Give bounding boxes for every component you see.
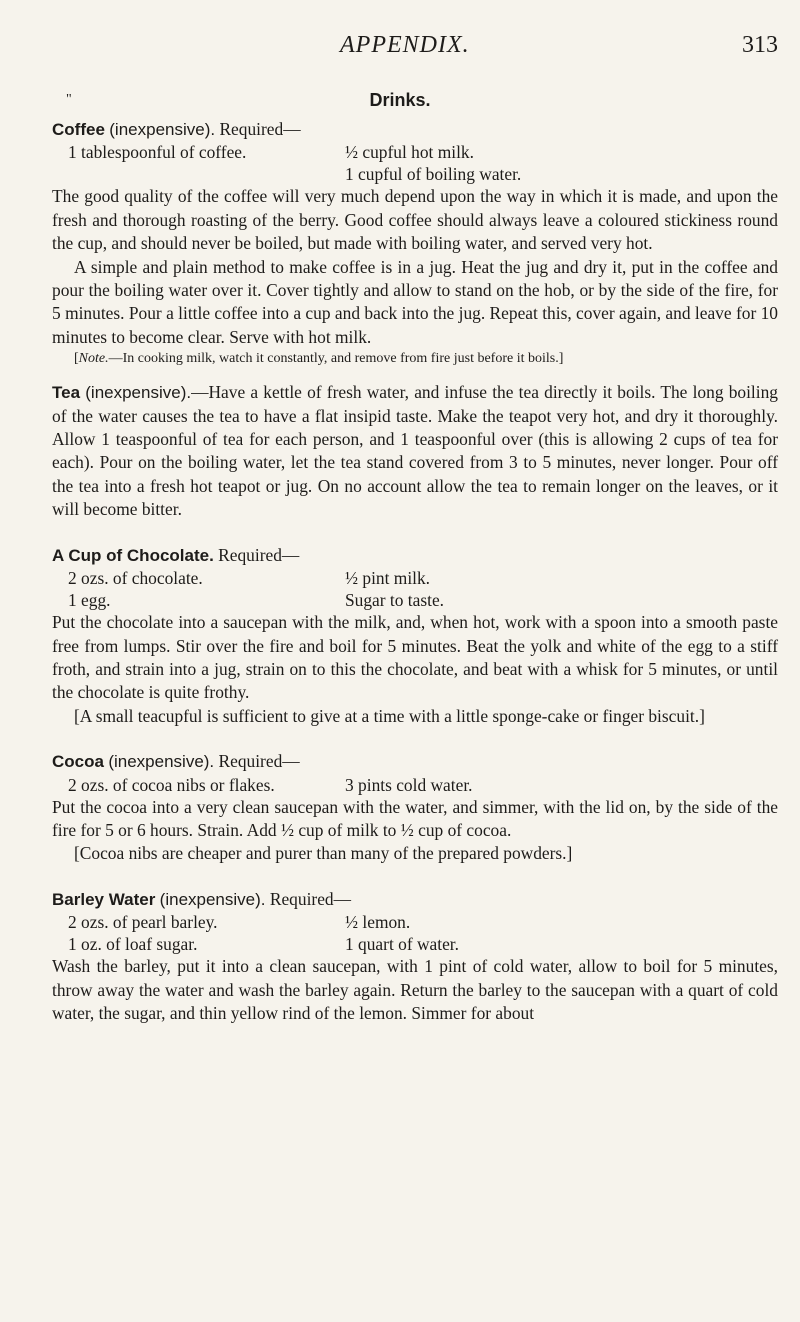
ingredient-list <box>68 911 778 955</box>
page-content <box>52 118 778 1025</box>
ingredient-item: 1 cupful of boiling water. <box>345 164 522 185</box>
recipe-qualifier: (inexpensive). <box>159 889 266 909</box>
recipe-paragraph: Wash the barley, put it into a clean saucepan, with 1 pint of cold water, allow to boil for 5 minutes, throw away the water and wash the barley again. Return the barley to the saucepan with a quart of cold water, the sugar, and thin yellow rind of the lemon. Simmer for about <box>52 956 778 1023</box>
recipe-name: Barley Water <box>52 889 156 909</box>
ingredient-list <box>68 567 778 611</box>
ingredient-item: ½ cupful hot milk. <box>345 142 474 163</box>
ingredient-item: 1 quart of water. <box>345 934 459 955</box>
recipe-coffee <box>52 118 778 369</box>
recipe-qualifier: (inexpensive). <box>108 752 215 772</box>
recipe-text: —Have a kettle of fresh water, and infuse the tea directly it boils. The long boiling of the water causes the tea to have a flat insipid taste. Make the teapot very hot, and dry it thoroughly. Allow 1 teaspoonful of tea for each person, and 1 teaspoonful over (this is allowing 2 cups of tea for each). Pour on the boiling water, let the tea stand covered from 3 to 5 minutes, never longer. Pour off the tea into a fresh hot teapot or jug. On no account allow the tea to remain longer on the leaves, or it will become bitter. <box>52 382 778 520</box>
note-label: Note. <box>78 351 109 367</box>
recipe-note: [Note.—In cooking milk, watch it constantly, and remove from fire just before it boils.] <box>74 351 564 367</box>
page-number: 313 <box>742 32 778 58</box>
recipe-barley-water <box>52 888 778 1026</box>
ingredient-item: 1 tablespoonful of coffee. <box>68 142 247 163</box>
ingredient-item: 2 ozs. of cocoa nibs or flakes. <box>68 774 275 795</box>
recipe-paragraph: Put the cocoa into a very clean saucepan with the water, and simmer, with the lid on, by the side of the fire for 5 or 6 hours. Strain. Add ½ cup of milk to ½ cup of cocoa. <box>52 796 778 840</box>
ingredient-item: 3 pints cold water. <box>345 774 473 795</box>
recipe-paragraph: The good quality of the coffee will very much depend upon the way in which it is made, and upon the fresh and thorough roasting of the berry. Good coffee should always leave a coloured stickiness round the cup, and should never be boiled, but made with boiling water, and served very hot. <box>52 186 778 254</box>
required-label: Required— <box>219 119 301 139</box>
recipe-tea <box>52 381 778 521</box>
required-label: Required— <box>218 544 300 565</box>
running-head-title: APPENDIX. <box>340 32 470 58</box>
section-heading: Drinks. <box>369 90 431 110</box>
recipe-cocoa <box>52 750 778 866</box>
recipe-title <box>52 888 778 911</box>
recipe-paragraph <box>52 381 778 521</box>
ingredient-item: 1 oz. of loaf sugar. <box>68 934 198 955</box>
ingredient-item: 1 egg. <box>68 590 111 611</box>
ingredient-item: ½ pint milk. <box>345 568 431 589</box>
recipe-name: Coffee <box>52 120 105 139</box>
margin-mark: " <box>66 92 72 107</box>
ingredient-item: 2 ozs. of pearl barley. <box>68 912 218 933</box>
required-label: Required— <box>218 751 300 772</box>
ingredient-list <box>68 774 778 796</box>
ingredient-list <box>68 141 778 185</box>
recipe-qualifier: (inexpensive). <box>85 383 192 403</box>
recipe-name: A Cup of Chocolate. <box>52 545 214 565</box>
recipe-name: Tea <box>52 383 81 403</box>
required-label: Required— <box>269 888 351 909</box>
recipe-title <box>52 544 778 567</box>
ingredient-item: ½ lemon. <box>345 912 411 933</box>
recipe-qualifier: (inexpensive). <box>109 120 216 139</box>
recipe-paragraph: [A small teacupful is sufficient to give at a time with a little sponge-cake or finger biscuit.] <box>74 705 705 726</box>
recipe-paragraph: [Cocoa nibs are cheaper and purer than many of the prepared powders.] <box>74 843 573 864</box>
note-text: —In cooking milk, watch it constantly, and remove from fire just before it boils.] <box>108 351 564 367</box>
ingredient-item: Sugar to taste. <box>345 590 445 611</box>
recipe-title <box>52 118 778 141</box>
recipe-paragraph: Put the chocolate into a saucepan with the milk, and, when hot, work with a spoon into a smooth paste free from lumps. Stir over the fire and boil for 5 minutes. Beat the yolk and white of the egg to a stiff froth, and strain into a jug, strain on to this the chocolate, and beat with a whisk for 5 minutes, or until the chocolate is quite frothy. <box>52 612 778 703</box>
recipe-title <box>52 750 778 773</box>
recipe-name: Cocoa <box>52 752 104 772</box>
recipe-paragraph: A simple and plain method to make coffee is in a jug. Heat the jug and dry it, put in the coffee and pour the boiling water over it. Cover tightly and allow to stand on the hob, or by the side of the fire, for 5 minutes. Pour a little coffee into a cup and back into the jug. Repeat this, cover again, and leave for 10 minutes to become clear. Serve with hot milk. <box>52 256 778 347</box>
ingredient-item: 2 ozs. of chocolate. <box>68 568 203 589</box>
running-head <box>0 30 800 60</box>
recipe-chocolate <box>52 544 778 728</box>
